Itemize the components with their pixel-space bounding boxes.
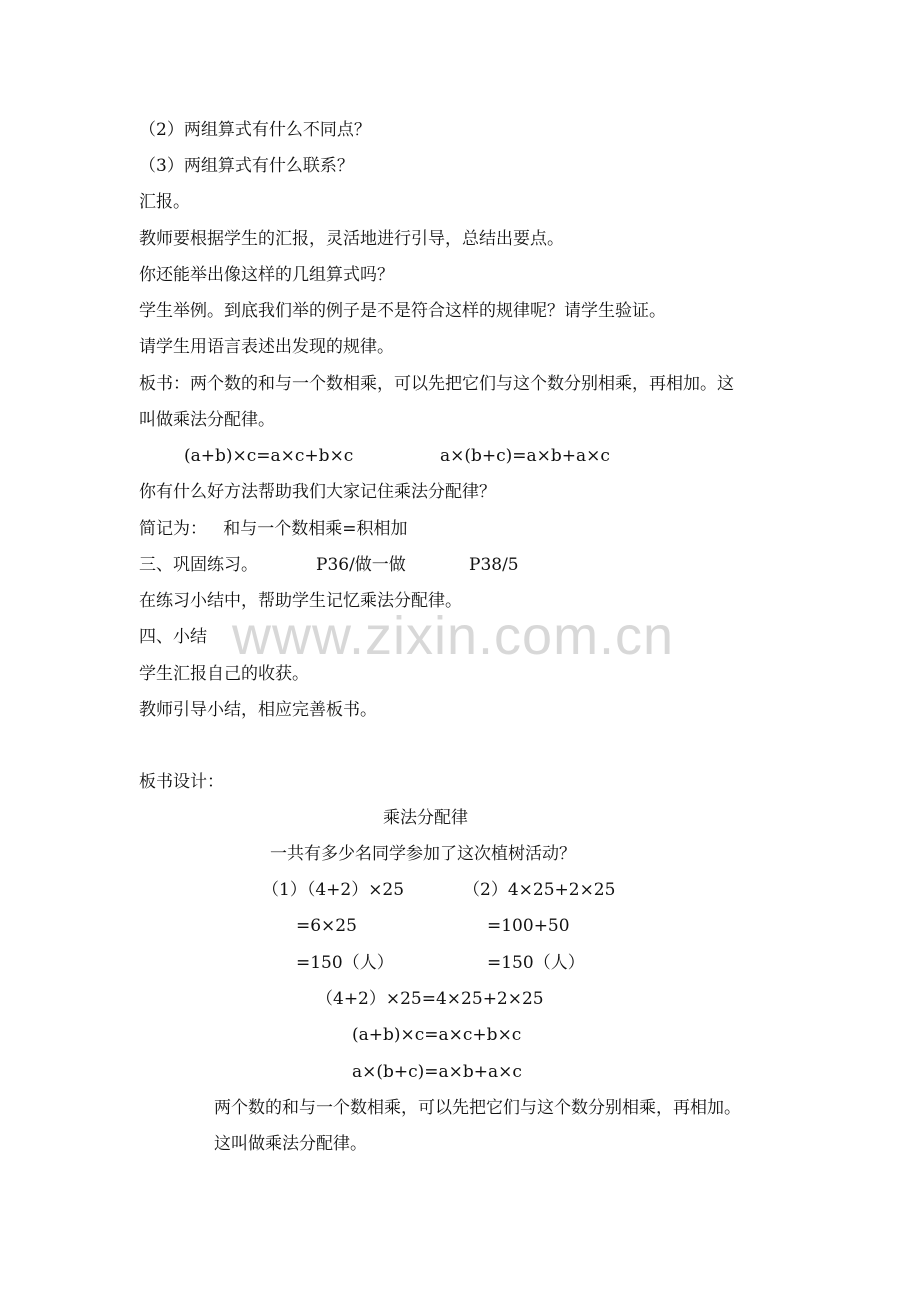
method-1-step-1: （1）（4+2）×25 (262, 880, 405, 900)
exercise-reference-1: P36/做一做 (316, 555, 406, 575)
memory-question-line: 你有什么好方法帮助我们大家记住乘法分配律？ (139, 482, 496, 502)
ask-examples-line: 你还能举出像这样的几组算式吗？ (139, 265, 394, 285)
student-examples-line: 学生举例。到底我们举的例子是不是符合这样的规律呢？请学生验证。 (139, 301, 666, 321)
method-2-step-3: =150（人） (487, 953, 585, 973)
teacher-summary-line: 教师引导小结，相应完善板书。 (139, 700, 377, 720)
board-formula-1: (a+b)×c=a×c+b×c (352, 1025, 522, 1045)
student-gains-line: 学生汇报自己的收获。 (139, 664, 309, 684)
short-memo-line: 简记为： 和与一个数相乘=积相加 (139, 519, 408, 539)
watermark: www.zixin.com.cn (232, 606, 675, 666)
method-2-step-1: （2）4×25+2×25 (463, 880, 616, 900)
board-rule-2: 这叫做乘法分配律。 (214, 1134, 367, 1154)
formula-line-1: (a+b)×c=a×c+b×c (184, 446, 354, 466)
report-line: 汇报。 (139, 192, 190, 212)
section-four-heading: 四、小结 (139, 627, 207, 647)
board-rule-1: 两个数的和与一个数相乘，可以先把它们与这个数分别相乘，再相加。 (214, 1098, 741, 1118)
method-1-step-2: =6×25 (296, 916, 357, 936)
board-rule-line-2: 叫做乘法分配律。 (139, 410, 275, 430)
describe-rule-line: 请学生用语言表述出发现的规律。 (139, 337, 394, 357)
exercise-reference-2: P38/5 (469, 555, 519, 575)
section-three-heading: 三、巩固练习。 (139, 555, 258, 575)
method-2-step-2: =100+50 (487, 916, 570, 936)
question-3: （3）两组算式有什么联系？ (139, 156, 354, 176)
board-rule-line-1: 板书：两个数的和与一个数相乘，可以先把它们与这个数分别相乘，再相加。这 (139, 374, 734, 394)
formula-line-2: a×(b+c)=a×b+a×c (440, 446, 610, 466)
question-2: （2）两组算式有什么不同点？ (139, 120, 371, 140)
board-title: 乘法分配律 (383, 808, 468, 828)
board-question: 一共有多少名同学参加了这次植树活动？ (270, 844, 576, 864)
board-formula-2: a×(b+c)=a×b+a×c (352, 1062, 522, 1082)
board-equation: （4+2）×25=4×25+2×25 (316, 989, 544, 1009)
teacher-guide-line: 教师要根据学生的汇报，灵活地进行引导，总结出要点。 (139, 229, 564, 249)
board-design-label: 板书设计： (139, 772, 224, 792)
method-1-step-3: =150（人） (296, 953, 394, 973)
practice-summary-line: 在练习小结中，帮助学生记忆乘法分配律。 (139, 591, 462, 611)
